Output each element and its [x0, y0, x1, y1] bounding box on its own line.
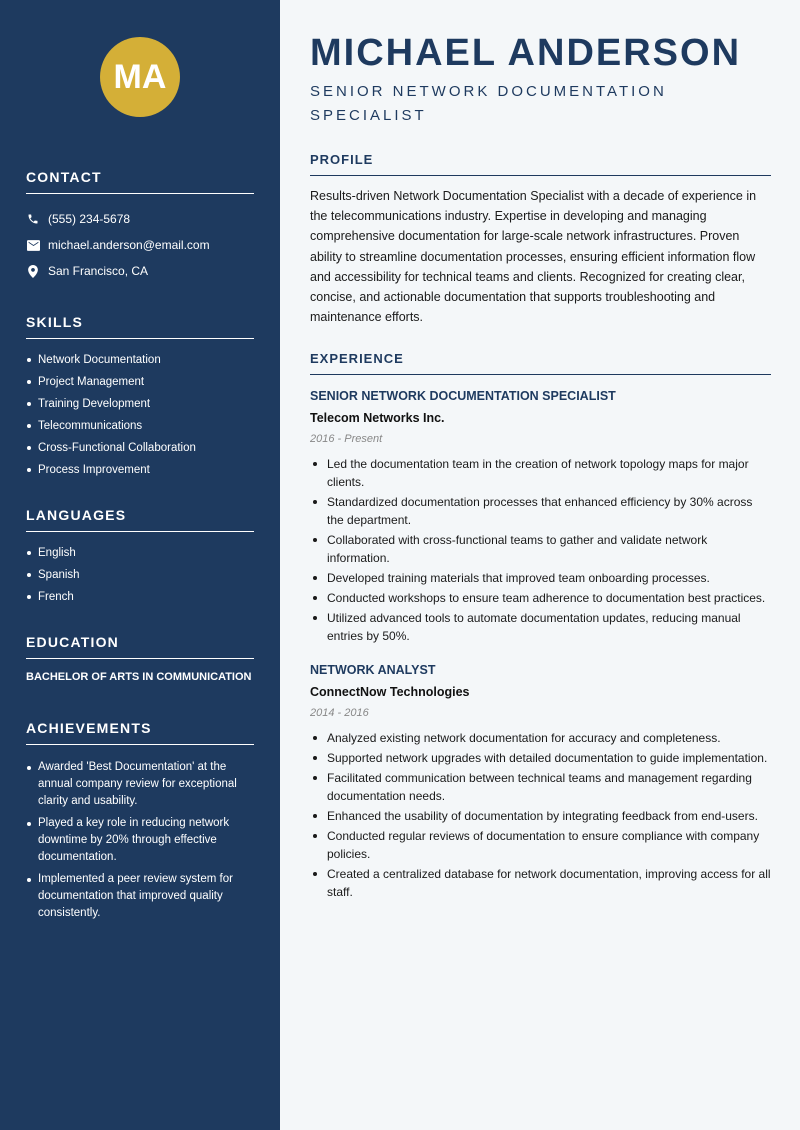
skill-item: Training Development [26, 393, 254, 415]
profile-section [310, 152, 771, 327]
avatar: MA [100, 37, 180, 117]
job-company: Telecom Networks Inc. [310, 411, 445, 426]
job-bullet: Analyzed existing network documentation for accuracy and completeness. [310, 729, 771, 747]
contact-list [26, 206, 254, 284]
email-icon [26, 238, 40, 252]
contact-location-text: San Francisco, CA [48, 264, 149, 278]
job-bullet: Created a centralized database for network documentation, improving access for all staff. [310, 865, 771, 901]
achievement-item: Played a key role in reducing network downtime by 20% through effective documentation. [26, 815, 254, 866]
job-bullet: Facilitated communication between technical teams and management regarding documentation needs. [310, 769, 771, 805]
job-bullet: Supported network upgrades with detailed documentation to guide implementation. [310, 749, 771, 767]
language-item: Spanish [26, 564, 254, 586]
job-bullet: Standardized documentation processes that enhanced efficiency by 30% across the department. [310, 493, 771, 529]
education-title: EDUCATION [26, 634, 254, 659]
candidate-title: SENIOR NETWORK DOCUMENTATION SPECIALIST [310, 83, 667, 124]
job-bullets [310, 455, 771, 645]
skill-item: Telecommunications [26, 415, 254, 437]
job-role: SENIOR NETWORK DOCUMENTATION SPECIALIST [310, 389, 616, 404]
skills-list [26, 349, 254, 481]
achievements-section [26, 720, 254, 922]
phone-icon [26, 212, 40, 226]
skill-item: Cross-Functional Collaboration [26, 437, 254, 459]
skills-title: SKILLS [26, 314, 254, 339]
education-degree: BACHELOR OF ARTS IN COMMUNICATION [26, 671, 252, 683]
sidebar [0, 0, 280, 1130]
main-content [280, 0, 800, 1130]
language-item: French [26, 586, 254, 608]
education-section [26, 634, 254, 686]
experience-title: EXPERIENCE [310, 351, 771, 375]
profile-text: Results-driven Network Documentation Specialist with a decade of experience in the telecommunications industry. Expertise in developing and managing comprehensive documentation for large-scale network infrastructures. Proven ability to streamline documentation processes, ensuring efficient information flow and accessibility for technical teams and clients. Recognized for creating clear, concise, and actionable documentation that supports troubleshooting and maintenance efforts. [310, 189, 757, 325]
profile-title: PROFILE [310, 152, 771, 176]
job-company: ConnectNow Technologies [310, 685, 470, 700]
job-entry [310, 661, 771, 901]
candidate-name: MICHAEL ANDERSON [310, 32, 742, 74]
job-bullet: Utilized advanced tools to automate documentation updates, reducing manual entries by 50%. [310, 609, 771, 645]
contact-section [26, 169, 254, 284]
skills-section [26, 314, 254, 481]
achievements-list [26, 759, 254, 922]
language-item: English [26, 542, 254, 564]
job-role: NETWORK ANALYST [310, 663, 436, 678]
contact-email [26, 232, 254, 258]
skill-item: Network Documentation [26, 349, 254, 371]
contact-title: CONTACT [26, 169, 254, 194]
contact-phone-text: (555) 234-5678 [48, 212, 131, 226]
job-dates: 2014 - 2016 [310, 707, 369, 720]
skill-item: Project Management [26, 371, 254, 393]
job-bullet: Collaborated with cross-functional teams to gather and validate network information. [310, 531, 771, 567]
skill-item: Process Improvement [26, 459, 254, 481]
contact-phone [26, 206, 254, 232]
experience-section [310, 351, 771, 901]
job-entry [310, 387, 771, 645]
languages-title: LANGUAGES [26, 507, 254, 532]
job-bullet: Led the documentation team in the creation of network topology maps for major clients. [310, 455, 771, 491]
contact-email-text: michael.anderson@email.com [48, 238, 210, 252]
contact-location [26, 258, 254, 284]
languages-list [26, 542, 254, 608]
job-bullet: Conducted workshops to ensure team adherence to documentation best practices. [310, 589, 771, 607]
job-dates: 2016 - Present [310, 433, 383, 446]
achievement-item: Implemented a peer review system for documentation that improved quality consistently. [26, 871, 254, 922]
achievement-item: Awarded 'Best Documentation' at the annual company review for exceptional clarity and usability. [26, 759, 254, 810]
location-pin-icon [26, 264, 40, 278]
languages-section [26, 507, 254, 608]
job-bullet: Enhanced the usability of documentation by integrating feedback from end-users. [310, 807, 771, 825]
job-bullets [310, 729, 771, 901]
achievements-title: ACHIEVEMENTS [26, 720, 254, 745]
job-bullet: Developed training materials that improved team onboarding processes. [310, 569, 771, 587]
job-bullet: Conducted regular reviews of documentation to ensure compliance with company policies. [310, 827, 771, 863]
